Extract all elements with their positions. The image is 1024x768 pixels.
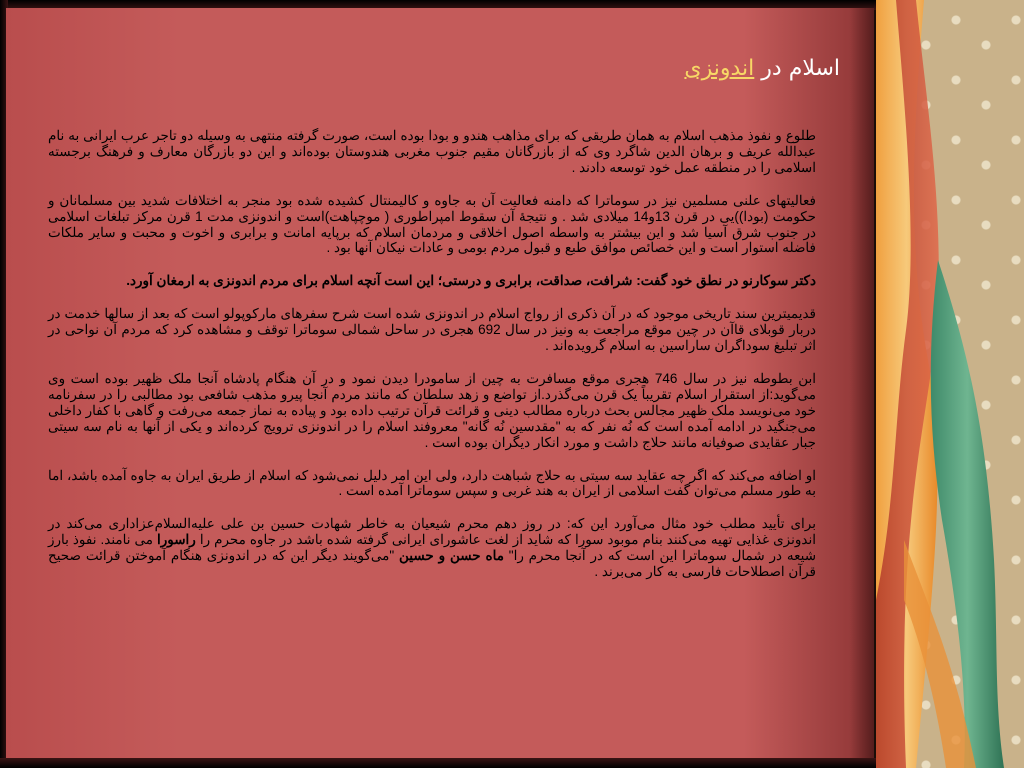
slide-frame-bottom (0, 758, 882, 768)
paragraph-muharram (48, 516, 816, 580)
paragraph-origins: طلوع و نفوذ مذهب اسلام به همان طریقی که برای مذاهب هندو و بودا بوده است، صورت گرفته منتهی به وسیله دو تاجر عرب ایرانی به نام عبدالله عریف و برهان الدین شاگرد وی که از بازرگانان مقیم جنوب مغربی هندوستان بوده‌اند و این دو بازرگان معارف و فرهنگ برجسته اسلامی را در منطقه عمل خود توسعه دادند . (48, 128, 816, 175)
paragraph-marco-polo: قدیمیترین سند تاریخی موجود که در آن ذکری از رواج اسلام در اندونزی شده است شرح سفرهای مارکوپولو است که بعد از سالها خدمت در دربار قوبلای قاآن در چین موقع مراجعت به ونیز در سال 692 هجری در ساحل شمالی سوماترا توقف و مشاهده کرد که مردم آن نواحی در اثر تبلیغ سوداگران ساراسین به اسلام گرویده‌اند . (48, 306, 817, 354)
title-highlight-link[interactable]: اندونزی (684, 56, 755, 81)
paragraph-ibn-battuta: ابن بطوطه نیز در سال 746 هجری موقع مسافرت به چین از سامودرا دیدن نمود و در آن هنگام پادشاه آنجا ملک ظهیر بوده است وی می‌گوید:از استقرار اسلام تقریباً یک قرن می‌گذرد.از تواضع و زهد سلطان که مانند مردم آنجا پیرو مذهب شافعی بود مطالبی را در سفرنامه خود می‌نویسد ملک ظهیر مجالس بحث درباره مطالب دینی و قرائت قرآن ترتیب داده بود و پیاده به نماز جمعه می‌رفت و گاهی با کفار داخلی می‌جنگید در ادامه آمده است که نُه نفر که به "مقدسین نُه گانه" معروفند اسلام را در اندونزی ترویج کرده‌اند و یکی از آنها به نام سه سیتی جبار عقایدی صوفیانه مانند حلاج داشت و مورد انکار دیگران بوده است . (48, 370, 816, 450)
paragraph-sukarno-quote: دکتر سوکارنو در نطق خود گفت: شرافت، صداقت، برابری و درستی؛ این است آنچه اسلام برای مردم اندونزی به ارمغان آورد. (126, 273, 816, 289)
title-prefix: اسلام در (754, 56, 840, 81)
decorative-side-panel (876, 0, 1024, 768)
slide-body (48, 128, 816, 597)
slide-edge-shadow (850, 8, 874, 760)
muharram-text-1: برای تأیید مطلب خود مثال می‌آورد این که: در روز دهم محرم شیعیان به خاطر شهادت حسین بن علی علیه‌السلام‌عزاداری می‌کند در اندونزی غذایی تهیه می‌کنند بنام موبود سورا که شاید از لغت عاشورای ایرانی گرفته شده باشد در جاوه محرم را (48, 516, 816, 548)
muharram-bold-hasan-hosein: ماه حسن و حسین (399, 548, 504, 564)
muharram-text-3: "می‌گویند دیگر این که در اندونزی هنگام آموختن قرائت صحیح قرآن اصطلاحات فارسی به کار می‌برند . (48, 548, 816, 580)
muharram-bold-rasura: راسورا (157, 532, 196, 548)
paragraph-iran-influence: او اضافه می‌کند که اگر چه عقاید سه سیتی به حلاج شباهت دارد، ولی این امر دلیل نمی‌شود که اسلام از طریق ایران به جاوه آمده باشد، اما به طور مسلم می‌توان گفت اسلامی از ایران به هند غربی و سپس سوماترا آمده است . (48, 467, 816, 499)
paragraph-sumatra-activity: فعالیتهای علنی مسلمین نیز در سوماترا که دامنه فعالیت آن به جاوه و کالیمنتال کشیده شده بود منجر به اختلافات شدید بین مسلمانان و حکومت (بودا))یی در قرن 13و14 میلادی شد . و نتیجهٔ آن سقوط امپراطوری ( موچپاهت)است و اندونزی مدت 1 قرن مرکز تبلغات اسلامی در جنوب شرق آسیا شد و این بیشتر به واسطه اصول اخلاقی و مردمان اسلام که برپایه امانت و برابری و اخوت و محبت و سایر ملکات فاضله استوار است و این خصائص موافق طبع و قبول مردم بومی و عادات نیکان آنها بود . (48, 192, 816, 256)
decorative-drape-illustration (876, 0, 1024, 768)
muharram-text-2: می نامند. نفوذ بارز شیعه در شمال سوماترا این است که در آنجا محرم را" (48, 532, 817, 564)
slide-title (684, 56, 840, 81)
